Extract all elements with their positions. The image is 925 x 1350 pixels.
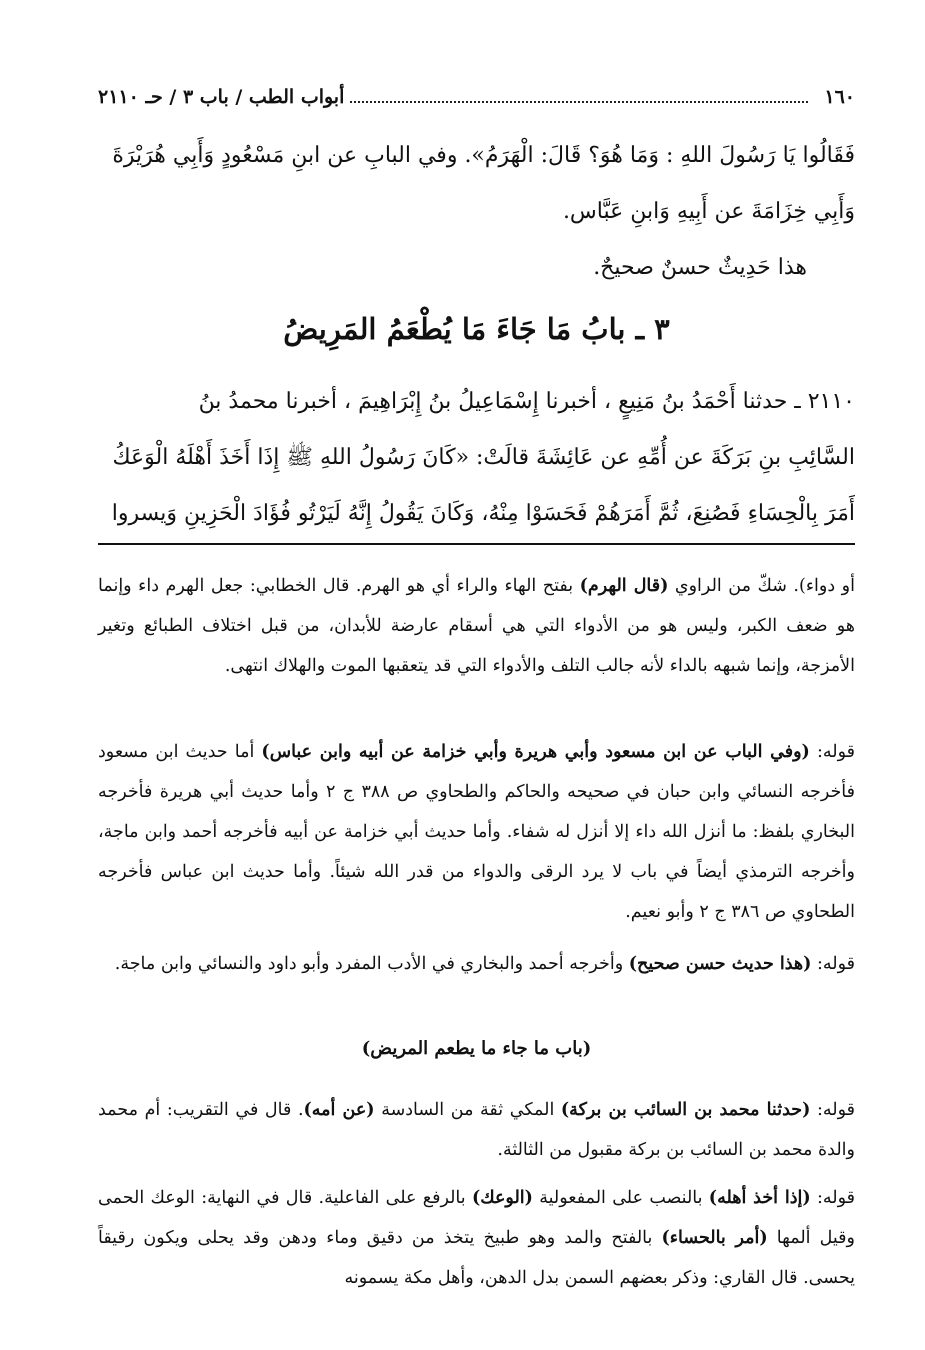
commentary-text: بالفتح والمد وهو طبيخ يتخذ من دقيق وماء ودهن وقد يحلى ويكون رقيقاً يحسى. قال القاري: وذكر بعضهم السمن بدل الدهن، وأهل مكة يسمونه bbox=[98, 1228, 855, 1288]
matn-intro bbox=[98, 128, 855, 296]
hadith-line: أَمَرَ بِالْحِسَاءِ فَصُنِعَ، ثُمَّ أَمَرَهُمْ فَحَسَوْا مِنْهُ، وَكَانَ يَقُولُ إِنَّهُ لَيَرْتُو فُؤَادَ الْحَزِينِ وَيسروا bbox=[111, 501, 855, 526]
hadith-text bbox=[98, 374, 855, 542]
quoted-phrase: (حدثنا محمد بن السائب بن بركة) bbox=[560, 1100, 811, 1120]
matn-line: وَأَبِي خِزَامَةَ عن أَبِيهِ وَابنِ عَبَّاس. bbox=[562, 199, 855, 224]
qawluhu-label: قوله: bbox=[811, 954, 855, 974]
commentary-paragraph bbox=[98, 732, 855, 932]
matn-line: فَقَالُوا يَا رَسُولَ اللهِ : وَمَا هُوَ؟ قَالَ: الْهَرَمُ». وفي البابِ عن ابنِ مَسْعُودٍ وَأَبِي هُرَيْرَةَ bbox=[112, 143, 855, 168]
commentary-text: أو دواء). شكّ من الراوي bbox=[668, 576, 855, 596]
commentary-paragraph bbox=[98, 566, 855, 686]
commentary-paragraph bbox=[98, 1090, 855, 1170]
quoted-phrase: (عن أمه) bbox=[303, 1100, 375, 1120]
commentary-text: أما حديث ابن مسعود فأخرجه النسائي وابن حبان في صحيحه والحاكم والطحاوي ص ٣٨٨ ج ٢ وأما حديث أبي هريرة فأخرجه البخاري بلفظ: ما أنزل الله داء إلا أنزل له شفاء. وأما حديث أبي خزامة عن أبيه فأخرجه أحمد وابن ماجة، وأخرجه الترمذي أيضاً في باب لا يرد الرقى والدواء من قدر الله شيئاً. وأما حديث ابن عباس فأخرجه الطحاوي ص ٣٨٦ ج ٢ وأبو نعيم. bbox=[98, 742, 855, 922]
commentary-paragraph bbox=[98, 944, 855, 984]
quoted-phrase: (قال الهرم) bbox=[579, 576, 669, 596]
commentary-text: . قال في التقريب: أم محمد والدة محمد بن السائب بن بركة مقبول من الثالثة. bbox=[98, 1100, 855, 1160]
commentary-paragraph bbox=[98, 1178, 855, 1298]
commentary-text: بالنصب على المفعولية bbox=[532, 1188, 709, 1208]
quoted-phrase: (هذا حديث حسن صحيح) bbox=[628, 954, 812, 974]
header-dot-leader bbox=[350, 100, 808, 103]
commentary-text: المكي ثقة من السادسة bbox=[374, 1100, 561, 1120]
qawluhu-label: قوله: bbox=[809, 742, 855, 762]
qawluhu-label: قوله: bbox=[810, 1188, 855, 1208]
quoted-phrase: (إذا أخذ أهله) bbox=[708, 1188, 811, 1208]
commentary-text: بفتح الهاء والراء أي هو الهرم. قال الخطابي: جعل الهرم داء وإنما هو ضعف الكبر، وليس هو من الأدواء التي هي أسقام عارضة للأبدان، من قبل اختلاف الطبائع وتغير الأمزجة، وإنما شبهه بالداء لأنه جالب التلف والأدواء التي قد يتعقبها الموت والهلاك انتهى. bbox=[98, 576, 855, 676]
running-header bbox=[98, 86, 855, 108]
hadith-line: السَّائِبِ بنِ بَرَكَةَ عن أُمِّهِ عن عَائِشَةَ قالَتْ: «كَانَ رَسُولُ اللهِ ﷺ إِذَا أَخَذَ أَهْلَهُ الْوَعَكُ bbox=[112, 445, 855, 470]
hadith-line: ٢١١٠ ـ حدثنا أَحْمَدُ بنُ مَنِيعٍ ، أخبرنا إِسْمَاعِيلُ بنُ إِبْرَاهِيمَ ، أخبرنا محمدُ بنُ bbox=[198, 389, 855, 414]
grading-line: هذا حَدِيثٌ حسنٌ صحيحٌ. bbox=[593, 255, 807, 280]
commentary-chapter-title: (باب ما جاء ما يطعم المريض) bbox=[361, 1038, 592, 1059]
qawluhu-label: قوله: bbox=[810, 1100, 855, 1120]
running-title: أبواب الطب / باب ٣ / حـ ٢١١٠ bbox=[98, 86, 345, 108]
quoted-phrase: (الوعك) bbox=[471, 1188, 533, 1208]
quoted-phrase: (وفي الباب عن ابن مسعود وأبي هريرة وأبي خزامة عن أبيه وابن عباس) bbox=[261, 742, 810, 762]
quoted-phrase: (أمر بالحساء) bbox=[661, 1228, 768, 1248]
commentary-text: وأخرجه أحمد والبخاري في الأدب المفرد وأبو داود والنسائي وابن ماجة. bbox=[114, 954, 629, 974]
footnote-divider bbox=[98, 543, 855, 545]
page-number: ١٦٠ bbox=[824, 86, 855, 108]
commentary-text: بالرفع على الفاعلية. قال في النهاية: الوعك الحمى وقيل ألمها bbox=[98, 1188, 855, 1248]
chapter-title: ٣ ـ بابُ مَا جَاءَ مَا يُطْعَمُ المَرِيضُ bbox=[283, 312, 670, 346]
